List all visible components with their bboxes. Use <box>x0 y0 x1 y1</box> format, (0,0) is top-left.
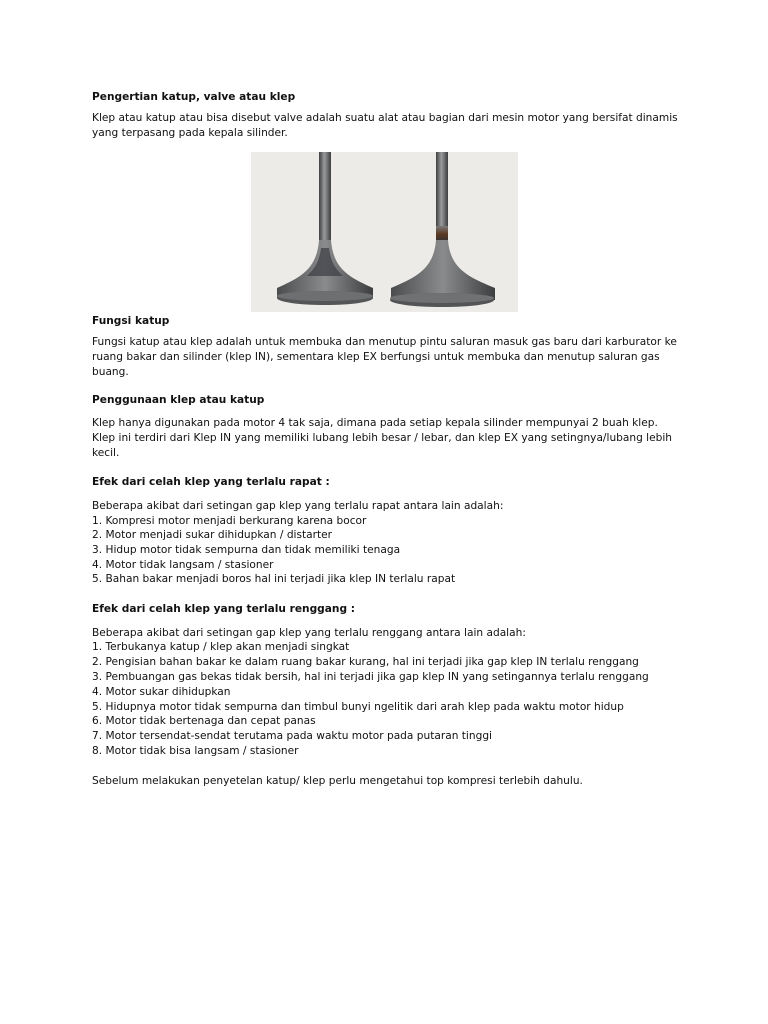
valves-photo <box>251 152 518 312</box>
list-item: 4. Motor sukar dihidupkan <box>92 686 231 698</box>
heading-efek-rapat: Efek dari celah klep yang terlalu rapat : <box>92 476 330 488</box>
paragraph-line: Beberapa akibat dari setingan gap klep yang terlalu renggang antara lain adalah: <box>92 627 526 639</box>
list-item: 8. Motor tidak bisa langsam / stasioner <box>92 745 299 757</box>
heading-fungsi: Fungsi katup <box>92 315 170 327</box>
paragraph-line: ruang bakar dan silinder (klep IN), sementara klep EX berfungsi untuk membuka dan menutup saluran gas <box>92 351 660 363</box>
paragraph-line: Klep ini terdiri dari Klep IN yang memiliki lubang lebih besar / lebar, dan klep EX yang setingnya/lubang lebih <box>92 432 673 444</box>
list-item: 2. Pengisian bahan bakar ke dalam ruang bakar kurang, hal ini terjadi jika gap klep IN terlalu renggang <box>92 656 639 668</box>
closing-paragraph: Sebelum melakukan penyetelan katup/ klep perlu mengetahui top kompresi terlebih dahulu. <box>92 775 583 787</box>
list-item: 6. Motor tidak bertenaga dan cepat panas <box>92 715 316 727</box>
list-item: 5. Bahan bakar menjadi boros hal ini terjadi jika klep IN terlalu rapat <box>92 573 456 585</box>
paragraph-line: Fungsi katup atau klep adalah untuk membuka dan menutup pintu saluran masuk gas baru dari karburator ke <box>92 336 677 348</box>
heading-efek-renggang: Efek dari celah klep yang terlalu renggang : <box>92 603 355 615</box>
heading-pengertian: Pengertian katup, valve atau klep <box>92 91 296 103</box>
list-item: 7. Motor tersendat-sendat terutama pada waktu motor pada putaran tinggi <box>92 730 492 742</box>
list-item: 1. Terbukanya katup / klep akan menjadi singkat <box>92 641 350 653</box>
list-item: 3. Pembuangan gas bekas tidak bersih, hal ini terjadi jika gap klep IN yang setingannya terlalu renggang <box>92 671 649 683</box>
paragraph-line: kecil. <box>92 447 120 459</box>
list-item: 3. Hidup motor tidak sempurna dan tidak memiliki tenaga <box>92 544 401 556</box>
paragraph-line: Klep atau katup atau bisa disebut valve adalah suatu alat atau bagian dari mesin motor yang bersifat dinamis <box>92 112 678 124</box>
list-item: 2. Motor menjadi sukar dihidupkan / distarter <box>92 529 333 541</box>
list-item: 1. Kompresi motor menjadi berkurang karena bocor <box>92 515 367 527</box>
paragraph-line: Klep hanya digunakan pada motor 4 tak saja, dimana pada setiap kepala silinder mempunyai 2 buah klep. <box>92 417 658 429</box>
list-item: 5. Hidupnya motor tidak sempurna dan timbul bunyi ngelitik dari arah klep pada waktu motor hidup <box>92 701 624 713</box>
list-item: 4. Motor tidak langsam / stasioner <box>92 559 274 571</box>
paragraph-line: buang. <box>92 366 129 378</box>
engine-valves-icon <box>251 152 518 312</box>
paragraph-line: yang terpasang pada kepala silinder. <box>92 127 288 139</box>
heading-penggunaan: Penggunaan klep atau katup <box>92 394 265 406</box>
paragraph-line: Beberapa akibat dari setingan gap klep yang terlalu rapat antara lain adalah: <box>92 500 504 512</box>
